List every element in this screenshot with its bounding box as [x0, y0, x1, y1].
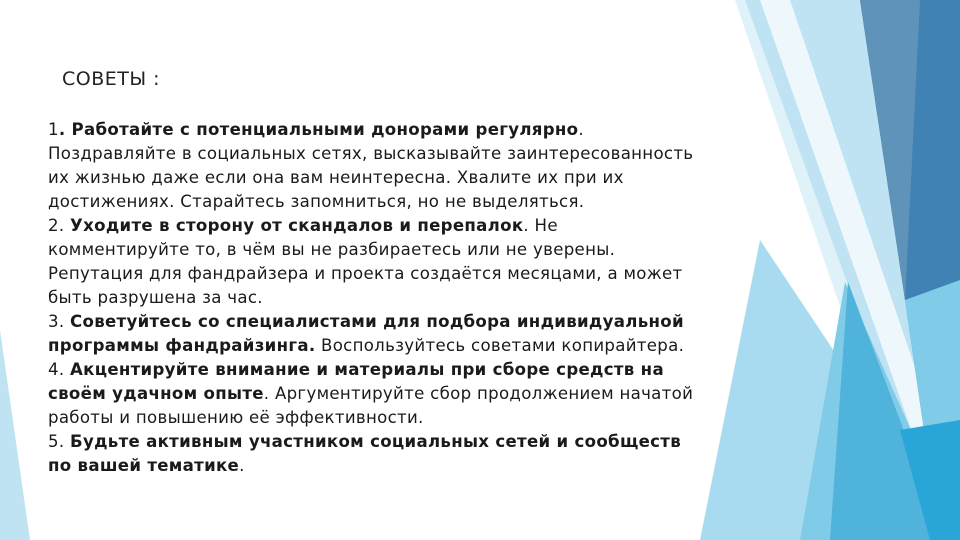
tip-number: 5.: [48, 432, 71, 451]
tip-number: 2.: [48, 216, 71, 235]
decor-left-triangle: [0, 330, 30, 540]
tip-number-sep: .: [58, 120, 72, 139]
tips-list: [48, 118, 698, 478]
tip-heading: Акцентируйте внимание и материалы при сборе средств на своём удачном опыте: [48, 360, 664, 403]
tip-heading: Уходите в сторону от скандалов и перепалок: [70, 216, 524, 235]
tip-text: . Не комментируйте то, в чём вы не разбираетесь или не уверены. Репутация для фандрайзера и проекта создаётся месяцами, а может быть разрушена за час.: [48, 216, 683, 307]
tip-3: [48, 310, 698, 358]
tip-number: 4.: [48, 360, 71, 379]
tip-5: [48, 430, 698, 478]
tip-text: .: [239, 456, 245, 475]
slide-title: СОВЕТЫ :: [62, 68, 161, 90]
tip-number: 1: [48, 120, 59, 139]
tip-separator: .: [578, 120, 584, 139]
tip-heading: Работайте с потенциальными донорами регулярно: [71, 120, 579, 139]
tip-heading: Будьте активным участником социальных сетей и сообществ по вашей тематике: [48, 432, 681, 475]
tip-heading: Советуйтесь со специалистами для подбора индивидуальной программы фандрайзинга.: [48, 312, 684, 355]
tip-text: . Аргументируйте сбор продолжением начатой работы и повышению её эффективности.: [48, 384, 694, 427]
tip-text: Воспользуйтесь советами копирайтера.: [315, 336, 685, 355]
tip-4: [48, 358, 698, 430]
tip-2: [48, 214, 698, 310]
tip-text: Поздравляйте в социальных сетях, высказывайте заинтересованность их жизнью даже если она вам неинтересна. Хвалите их при их достижениях. Старайтесь запомниться, но не выделяться.: [48, 144, 694, 211]
tip-1: [48, 118, 698, 214]
tip-number: 3.: [48, 312, 71, 331]
